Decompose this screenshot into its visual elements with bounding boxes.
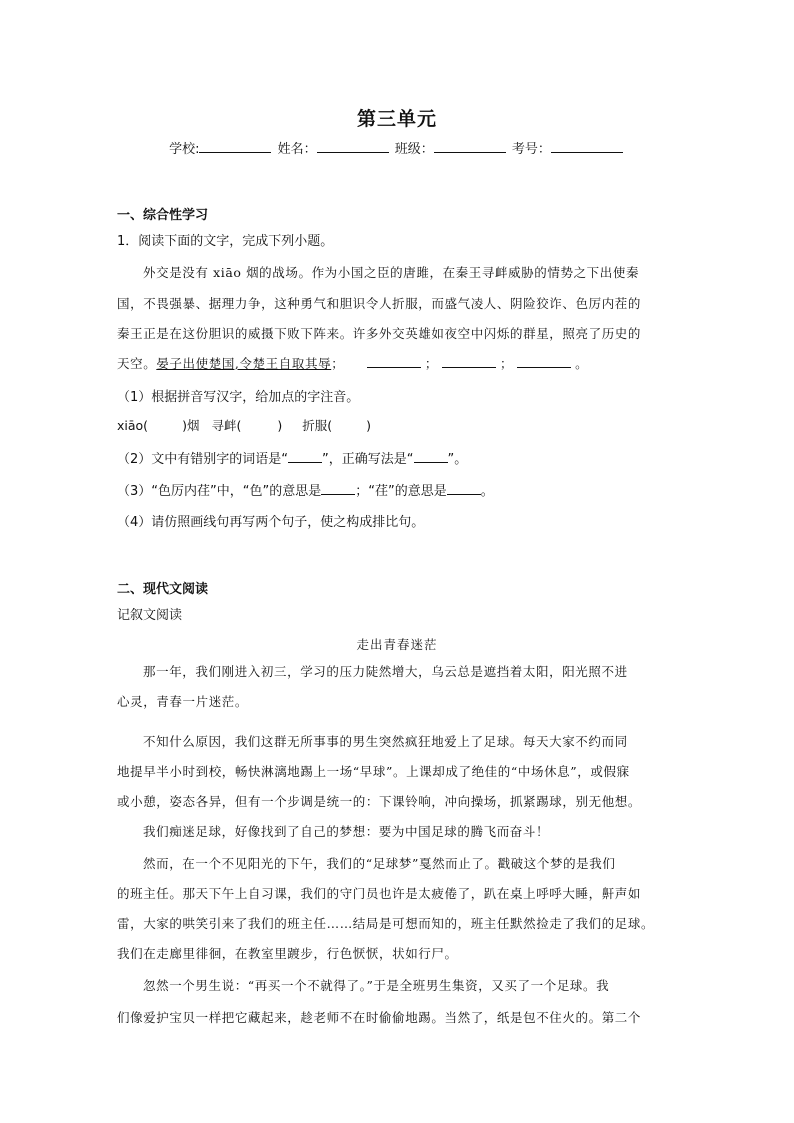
answer-blank[interactable]: [447, 482, 481, 495]
name-label: 姓名：: [277, 142, 317, 157]
story-line: 忽然一个男生说：“再买一个不就得了。”于是全班男生集资，又买了一个足球。我: [143, 978, 610, 993]
answer-blank[interactable]: [517, 355, 571, 368]
story-line: 心灵，青春一片迷茫。: [117, 694, 249, 709]
sub3-text: 。: [480, 484, 494, 499]
number-field[interactable]: [551, 140, 623, 153]
school-field[interactable]: [199, 140, 271, 153]
section2-heading: 二、现代文阅读: [117, 582, 209, 597]
sub2-text: （2）文中有错别字的词语是“: [117, 452, 289, 467]
sub3-text: ；“荏”的意思是: [355, 484, 447, 499]
blank-end: 。: [575, 356, 589, 371]
word-zhefu: 折服(: [302, 418, 333, 433]
story-title: 走出青春迷茫: [356, 637, 438, 652]
subquestion-4: （4）请仿照画线句再写两个句子，使之构成排比句。: [117, 515, 425, 530]
question1-prompt: 1．阅读下面的文字，完成下列小题。: [117, 234, 334, 249]
subquestion-2: [117, 448, 467, 467]
story-line: 们像爱护宝贝一样把它藏起来，趁老师不在时偷偷地踢。当然了，纸是包不住火的。第二个: [117, 1010, 642, 1025]
subquestion-3: [117, 480, 494, 499]
blank-sep: ；: [424, 356, 438, 371]
underlined-sentence: 晏子出使楚国,令楚王自取其辱: [156, 356, 332, 371]
story-line: 不知什么原因，我们这群无所事事的男生突然疯狂地爱上了足球。每天大家不约而同: [143, 734, 628, 749]
sub2-text: ”。: [447, 452, 468, 467]
story-line: 我们在走廊里徘徊，在教室里踱步，行色恹恹，状如行尸。: [117, 946, 458, 961]
word-yan: )烟: [182, 418, 200, 433]
subquestion-1-items: [117, 416, 371, 434]
passage-line: 秦王正是在这份胆识的威摄下败下阵来。许多外交英雄如夜空中闪烁的群星，照亮了历史的: [117, 326, 642, 341]
answer-blank[interactable]: [442, 355, 496, 368]
section1-heading: 一、综合性学习: [117, 208, 209, 223]
story-line: 或小憩，姿态各异，但有一个步调是统一的：下课铃响，冲向操场，抓紧踢球，别无他想。: [117, 794, 642, 809]
answer-blank[interactable]: [321, 482, 355, 495]
story-line: 然而，在一个不见阳光的下午，我们的“足球梦”戛然而止了。戳破这个梦的是我们: [143, 856, 616, 871]
class-label: 班级：: [394, 142, 434, 157]
blank-sep: ；: [499, 356, 514, 371]
underline-sep: ；: [331, 356, 345, 371]
story-line: 我们痴迷足球，好像找到了自己的梦想：要为中国足球的腾飞而奋斗！: [143, 824, 550, 839]
passage-line: 国，不畏强暴、据理力争，这种勇气和胆识令人折服，而盛气凌人、阴险狡诈、色厉内茬的: [117, 296, 642, 311]
word-xunxin: 寻衅(: [211, 418, 242, 433]
story-line: 地提早半小时到校，畅快淋漓地踢上一场“早球”。上课却成了绝佳的“中场休息”，或假寐: [117, 764, 630, 779]
answer-blank[interactable]: [288, 450, 322, 463]
answer-blank[interactable]: [414, 450, 448, 463]
passage-line: 天空。: [117, 356, 157, 371]
story-line: 雷，大家的哄笑引来了我们的班主任……结局是可想而知的，班主任默然捡走了我们的足球。: [117, 916, 655, 931]
name-field[interactable]: [317, 140, 389, 153]
sub3-text: （3）“色厉内荏”中，“色”的意思是: [117, 484, 322, 499]
school-label: 学校:: [169, 142, 200, 157]
pinyin-xiao: xiāo(: [117, 418, 149, 433]
student-info-row: [0, 138, 794, 157]
passage-line: 外交是没有 xiāo 烟的战场。作为小国之臣的唐雎，在秦王寻衅威胁的情势之下出使秦: [143, 265, 640, 280]
story-line: 的班主任。那天下午上自习课，我们的守门员也许是太疲倦了，趴在桌上呼呼大睡，鼾声如: [117, 886, 642, 901]
class-field[interactable]: [434, 140, 506, 153]
subquestion-1: （1）根据拼音写汉字，给加点的字注音。: [117, 390, 360, 405]
story-line: 那一年，我们刚进入初三，学习的压力陡然增大，乌云总是遮挡着太阳，阳光照不进: [143, 664, 628, 679]
answer-blank[interactable]: [367, 355, 421, 368]
passage-line-last: [117, 354, 677, 372]
number-label: 考号：: [511, 142, 551, 157]
section2-subheading: 记叙文阅读: [117, 608, 183, 623]
sub2-text: ”，正确写法是“: [322, 452, 414, 467]
close-paren: ): [277, 418, 283, 433]
close-paren: ): [366, 418, 371, 433]
page-title: 第三单元: [356, 108, 437, 130]
